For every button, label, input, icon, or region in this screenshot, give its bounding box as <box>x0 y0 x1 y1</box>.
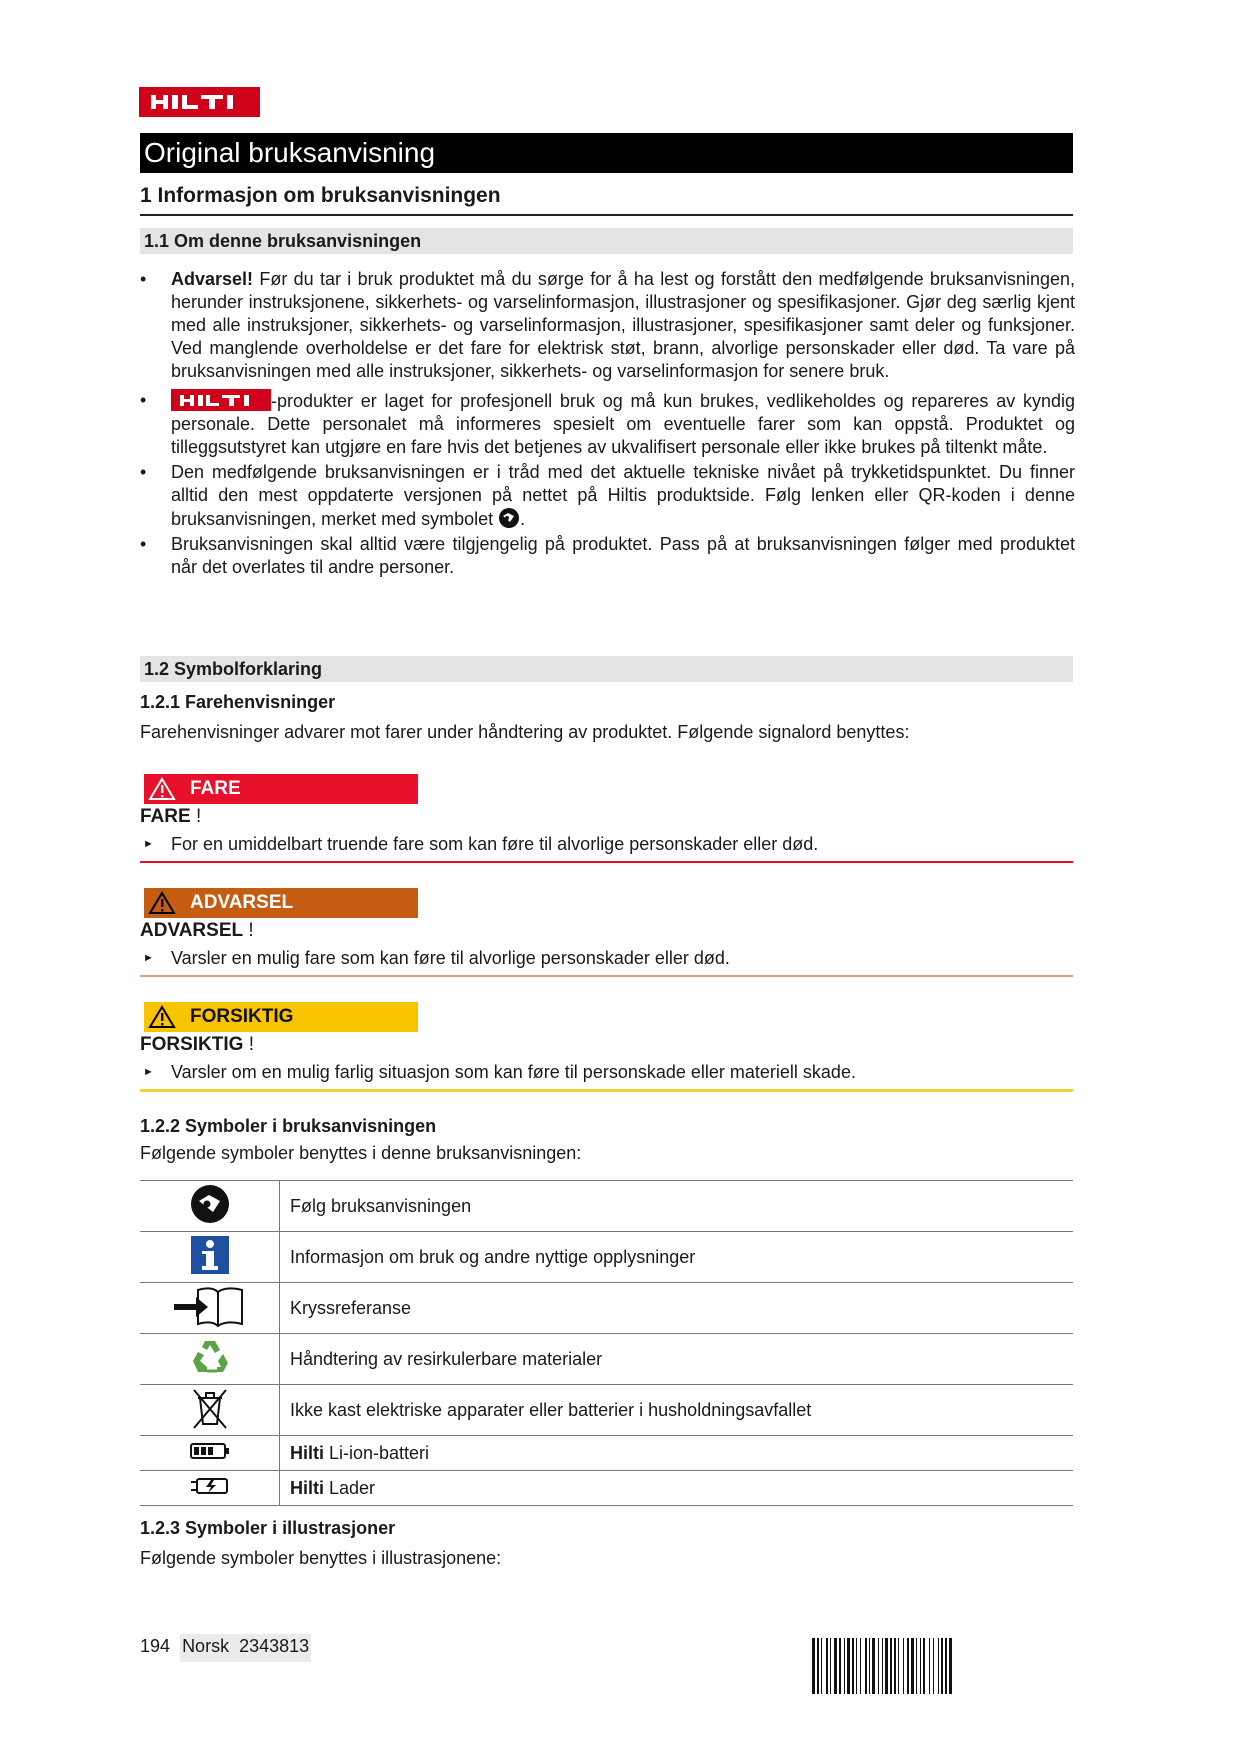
bullet-item: • Bruksanvisningen skal alltid være tilgjengelig på produktet. Pass på at bruksanvisningen følger med produktet når det overlates til andre personer. <box>140 534 1075 577</box>
barcode <box>812 1638 1070 1694</box>
illustrations-intro: Følgende symboler benyttes i illustrasjonene: <box>140 1548 502 1568</box>
bullet-text: Den medfølgende bruksanvisningen er i tråd med det aktuelle tekniske nivået på trykketidspunktet. Du finner alltid den mest oppdaterte versjonen på nettet på Hiltis produktside. Følg lenken eller QR-koden i denne bruksanvisningen, merket med symbolet <box>171 462 1075 529</box>
table-row: Ikke kast elektriske apparater eller batterier i husholdningsavfallet <box>140 1385 1073 1436</box>
caution-description: ► Varsler om en mulig farlig situasjon som kan føre til personskade eller materiell skade. <box>140 1062 1073 1092</box>
cross-reference-icon <box>172 1284 248 1328</box>
table-row: Følg bruksanvisningen <box>140 1181 1073 1232</box>
page-footer <box>140 1636 311 1657</box>
section-1-2-heading: 1.2 Symbolforklaring <box>140 656 1073 682</box>
bullet-text: Bruksanvisningen skal alltid være tilgjengelig på produktet. Pass på at bruksanvisningen følger med produktet når det overlates til andre personer. <box>171 534 1075 577</box>
bullet-list <box>140 268 1075 581</box>
bullet-item: • Den medfølgende bruksanvisningen er i tråd med det aktuelle tekniske nivået på trykketidspunktet. Du finner alltid den mest oppdaterte versjonen på nettet på Hiltis produktside. Følg lenken eller QR-koden i denne bruksanvisningen, merket med symbolet . <box>140 462 1075 529</box>
table-row: Hilti Li-ion-batteri <box>140 1436 1073 1471</box>
hilti-inline-logo <box>171 389 271 411</box>
page-number: 194 <box>140 1636 171 1656</box>
document-title: Original bruksanvisning <box>140 133 1073 173</box>
warning-triangle-icon <box>148 1005 176 1029</box>
table-row: Informasjon om bruk og andre nyttige opplysninger <box>140 1232 1073 1283</box>
bullet-item: • Advarsel! Før du tar i bruk produktet må du sørge for å ha lest og forstått den medfølgende bruksanvisningen, herunder instruksjonene, sikkerhets- og varselinformasjon, illustrasjoner og spesifikasjoner. Gjør deg særlig kjent med alle instruksjoner, sikkerhets- og varselinformasjon, illustrasjoner, spesifikasjoner samt deler og funksjoner. Ved manglende overholdelse er det fare for elektrisk støt, brann, alvorlige personskader eller død. Ta vare på bruksanvisningen med alle instruksjoner, sikkerhets- og varselinformasjon for senere bruk. <box>140 269 1075 381</box>
manual-icon <box>498 507 520 529</box>
battery-icon <box>190 1442 230 1460</box>
bullet-text: Før du tar i bruk produktet må du sørge for å ha lest og forstått den medfølgende bruksanvisningen, herunder instruksjonene, sikkerhets- og varselinformasjon, illustrasjoner og spesifikasjoner. Gjør deg særlig kjent med alle instruksjoner, sikkerhets- og varselinformasjon, illustrasjoner, spesifikasjoner samt deler og funksjoner. Ved manglende overholdelse er det fare for elektrisk støt, brann, alvorlige personskader eller død. Ta vare på bruksanvisningen med alle instruksjoner, sikkerhets- og varselinformasjon for senere bruk. <box>171 269 1075 381</box>
table-row: Håndtering av resirkulerbare materialer <box>140 1334 1073 1385</box>
warning-description: ► Varsler en mulig fare som kan føre til alvorlige personskader eller død. <box>140 948 1073 977</box>
crossed-bin-icon <box>190 1386 230 1430</box>
section-1-heading: 1 Informasjon om bruksanvisningen <box>140 184 1073 216</box>
danger-signal-word: FARE ! <box>140 806 202 827</box>
danger-label-box: FARE <box>144 774 418 804</box>
hazard-intro: Farehenvisninger advarer mot farer under håndtering av produktet. Følgende signalord benyttes: <box>140 722 910 742</box>
bullet-item: • -produkter er laget for profesjonell bruk og må kun brukes, vedlikeholdes og repareres av kyndig personale. Dette personalet må informeres spesielt om eventuelle farer som kan oppstå. Produktet og tilleggsutstyret kan utgjøre en fare hvis det betjenes av ukvalifisert personale eller ikke brukes på tiltenkt måte. <box>140 390 1075 457</box>
info-icon <box>190 1235 230 1275</box>
symbols-table <box>140 1180 1073 1506</box>
warning-triangle-icon <box>148 891 176 915</box>
charger-icon <box>189 1476 231 1496</box>
warning-triangle-icon <box>148 777 176 801</box>
hilti-logo <box>139 87 260 117</box>
document-number: 2343813 <box>239 1636 310 1656</box>
recycle-icon <box>189 1337 231 1377</box>
bullet-text: -produkter er laget for profesjonell bruk og må kun brukes, vedlikeholdes og repareres av kyndig personale. Dette personalet må informeres spesielt om eventuelle farer som kan oppstå. Produktet og tilleggsutstyret kan utgjøre en fare hvis det betjenes av ukvalifisert personale eller ikke brukes på tiltenkt måte. <box>171 391 1075 457</box>
table-row: Kryssreferanse <box>140 1283 1073 1334</box>
caution-signal-word: FORSIKTIG ! <box>140 1034 255 1055</box>
manual-icon <box>190 1184 230 1224</box>
warning-lead: Advarsel! <box>171 269 254 289</box>
caution-label-box: FORSIKTIG <box>144 1002 418 1032</box>
symbols-intro: Følgende symboler benyttes i denne bruksanvisningen: <box>140 1143 582 1163</box>
footer-language: Norsk 2343813 <box>180 1634 311 1662</box>
section-1-1-heading: 1.1 Om denne bruksanvisningen <box>140 228 1073 254</box>
section-1-2-3-heading: 1.2.3 Symboler i illustrasjoner <box>140 1518 396 1538</box>
warning-signal-word: ADVARSEL ! <box>140 920 254 941</box>
section-1-2-2-heading: 1.2.2 Symboler i bruksanvisningen <box>140 1116 437 1136</box>
section-1-2-1-heading: 1.2.1 Farehenvisninger <box>140 692 336 712</box>
danger-description: ► For en umiddelbart truende fare som kan føre til alvorlige personskader eller død. <box>140 834 1073 863</box>
warning-label-box: ADVARSEL <box>144 888 418 918</box>
table-row: Hilti Lader <box>140 1471 1073 1506</box>
